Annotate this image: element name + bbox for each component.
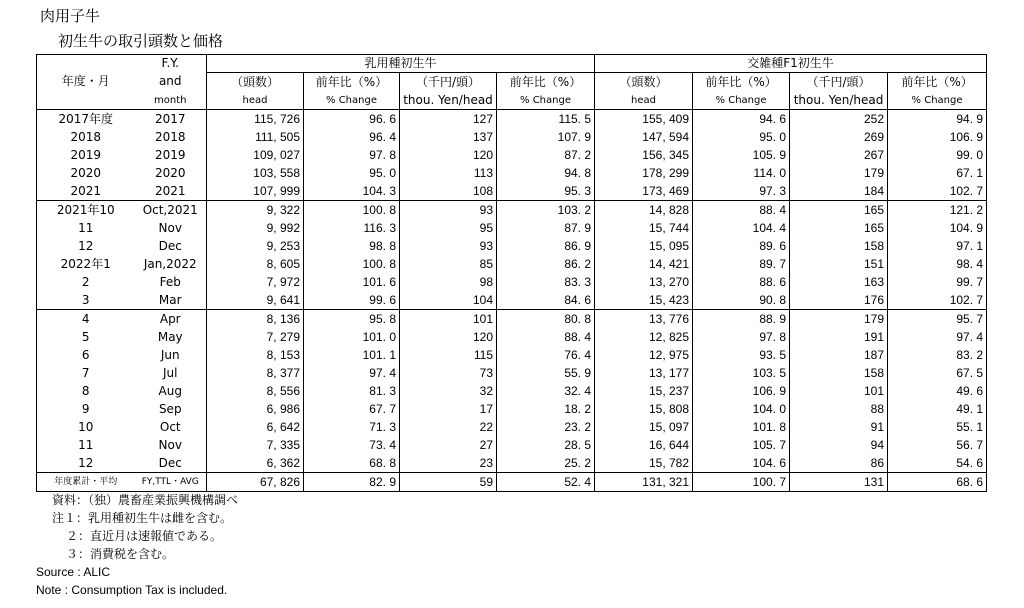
cell-f1-head-pct: 104. 6	[693, 454, 790, 473]
cell-dairy-price-pct: 115. 5	[497, 110, 595, 129]
cell-f1-price: 86	[790, 454, 888, 473]
header-fy: F.Y.	[161, 56, 179, 71]
cell-f1-price: 191	[790, 328, 888, 346]
cell-f1-price-pct: 121. 2	[888, 201, 987, 220]
cell-dairy-head: 6, 642	[207, 418, 304, 436]
cell-f1-price: 252	[790, 110, 888, 129]
cell-dairy-head: 9, 322	[207, 201, 304, 220]
table-row	[37, 128, 987, 146]
cell-dairy-head-pct: 96. 4	[304, 128, 400, 146]
cell-dairy-head-pct: 97. 8	[304, 146, 400, 164]
cell-dairy-price: 137	[400, 128, 497, 146]
table-subtitle: 初生牛の取引頭数と価格	[58, 32, 224, 50]
cell-dairy-head-pct: 67. 7	[304, 400, 400, 418]
note-1: 注１：乳用種初生牛は雌を含む。	[52, 511, 233, 525]
cell-dairy-head: 7, 335	[207, 436, 304, 454]
cell-f1-price: 131	[790, 473, 888, 492]
cell-month: Apr	[135, 310, 207, 329]
cell-f1-price-pct: 106. 9	[888, 128, 987, 146]
cell-month: Jul	[163, 365, 178, 380]
cell-month: Oct	[159, 419, 181, 434]
cell-dairy-head-pct: 100. 8	[304, 255, 400, 273]
cell-year-month: 12	[78, 238, 94, 253]
cell-f1-head: 15, 095	[595, 237, 693, 255]
cell-f1-head-pct: 97. 3	[693, 182, 790, 201]
cell-dairy-head-pct: 100. 8	[304, 201, 400, 220]
cell-dairy-head: 9, 992	[207, 219, 304, 237]
table-body	[37, 110, 987, 492]
note-3: ３：消費税を含む。	[66, 547, 175, 561]
cell-dairy-head-pct: 116. 3	[304, 219, 400, 237]
cell-dairy-head-pct: 95. 0	[304, 164, 400, 182]
cell-dairy-price-pct: 84. 6	[497, 291, 595, 310]
cell-f1-price-pct: 102. 7	[888, 291, 987, 310]
cell-f1-head: 15, 423	[595, 291, 693, 310]
cell-month: Mar	[158, 292, 182, 307]
cell-f1-price-pct: 55. 1	[888, 418, 987, 436]
cell-f1-head: 147, 594	[595, 128, 693, 146]
cell-f1-head-pct: 88. 6	[693, 273, 790, 291]
table-row	[37, 273, 987, 291]
cell-year-month: 3	[81, 292, 90, 307]
cell-f1-head-pct: 89. 6	[693, 237, 790, 255]
cell-dairy-head-pct: 97. 4	[304, 364, 400, 382]
cell-dairy-price-pct: 80. 8	[497, 310, 595, 329]
cell-dairy-price: 93	[400, 237, 497, 255]
cell-f1-head: 16, 644	[595, 436, 693, 454]
header-and: and	[158, 74, 182, 89]
cell-dairy-head: 115, 726	[207, 110, 304, 129]
cell-year-month: 2	[81, 274, 90, 289]
cell-dairy-price-pct: 94. 8	[497, 164, 595, 182]
note-source-en: Source : ALIC	[36, 565, 111, 579]
cell-dairy-price: 27	[400, 436, 497, 454]
table-row	[37, 346, 987, 364]
header-f1-pct-en: % Change	[693, 91, 790, 110]
cell-dairy-price: 104	[400, 291, 497, 310]
cell-f1-price: 88	[790, 400, 888, 418]
cell-f1-head-pct: 114. 0	[693, 164, 790, 182]
cell-dairy-head: 7, 972	[207, 273, 304, 291]
cell-dairy-head: 8, 136	[207, 310, 304, 329]
cell-month: Dec	[158, 238, 182, 253]
cell-f1-head-pct: 89. 7	[693, 255, 790, 273]
cell-f1-price-pct: 97. 4	[888, 328, 987, 346]
cell-f1-price-pct: 104. 9	[888, 219, 987, 237]
cell-f1-price: 158	[790, 364, 888, 382]
cell-dairy-head-pct: 95. 8	[304, 310, 400, 329]
cell-dairy-price-pct: 83. 3	[497, 273, 595, 291]
cell-dairy-head: 109, 027	[207, 146, 304, 164]
cell-year-month: 7	[81, 365, 90, 380]
cell-dairy-price-pct: 103. 2	[497, 201, 595, 220]
table-row	[37, 182, 987, 201]
cell-dairy-price: 120	[400, 328, 497, 346]
cell-f1-price: 91	[790, 418, 888, 436]
cell-f1-price: 101	[790, 382, 888, 400]
cell-dairy-price-pct: 23. 2	[497, 418, 595, 436]
cell-f1-head-pct: 88. 9	[693, 310, 790, 329]
cell-f1-head: 173, 469	[595, 182, 693, 201]
header-dairy-pct-jp: 前年比（%）	[304, 73, 400, 92]
cell-dairy-head-pct: 96. 6	[304, 110, 400, 129]
cell-year-month: 8	[81, 383, 90, 398]
cell-year-month: 9	[81, 401, 90, 416]
header-dairy-pct2-jp: 前年比（%）	[497, 73, 595, 92]
cell-year-month: 2021年10	[37, 201, 135, 220]
cell-dairy-head: 107, 999	[207, 182, 304, 201]
table-row	[37, 291, 987, 310]
cell-f1-head: 155, 409	[595, 110, 693, 129]
cell-f1-head: 13, 776	[595, 310, 693, 329]
cell-dairy-head: 103, 558	[207, 164, 304, 182]
cell-f1-head-pct: 105. 9	[693, 146, 790, 164]
cell-f1-price-pct: 56. 7	[888, 436, 987, 454]
cell-dairy-price-pct: 32. 4	[497, 382, 595, 400]
cell-f1-price: 269	[790, 128, 888, 146]
table-row	[37, 436, 987, 454]
header-f1-pct2-jp: 前年比（%）	[888, 73, 987, 92]
cell-f1-head-pct: 101. 8	[693, 418, 790, 436]
cell-f1-head: 12, 825	[595, 328, 693, 346]
cell-year-month: 5	[81, 329, 90, 344]
cell-f1-head: 156, 345	[595, 146, 693, 164]
cell-dairy-price: 85	[400, 255, 497, 273]
cell-dairy-head: 111, 505	[207, 128, 304, 146]
cell-f1-price-pct: 68. 6	[888, 473, 987, 492]
table-row	[37, 400, 987, 418]
cell-month: Jan,2022	[143, 256, 197, 271]
cell-dairy-head: 8, 556	[207, 382, 304, 400]
cell-year-month: 2017年度	[58, 111, 114, 126]
cell-f1-price-pct: 67. 1	[888, 164, 987, 182]
cell-dairy-head-pct: 73. 4	[304, 436, 400, 454]
cell-f1-head-pct: 88. 4	[693, 201, 790, 220]
cell-month: 2018	[154, 129, 186, 144]
total-row	[37, 473, 987, 492]
cell-f1-price: 179	[790, 310, 888, 329]
cell-dairy-price: 101	[400, 310, 497, 329]
header-f1-pct-jp: 前年比（%）	[693, 73, 790, 92]
cell-f1-price-pct: 94. 9	[888, 110, 987, 129]
cell-dairy-head: 67, 826	[207, 473, 304, 492]
cell-dairy-price-pct: 86. 9	[497, 237, 595, 255]
header-year-month: 年度・月	[61, 74, 110, 89]
cell-f1-price-pct: 49. 1	[888, 400, 987, 418]
table-row	[37, 237, 987, 255]
cell-dairy-price-pct: 86. 2	[497, 255, 595, 273]
cell-f1-head-pct: 105. 7	[693, 436, 790, 454]
cell-month: Nov	[158, 437, 182, 452]
cell-dairy-price: 120	[400, 146, 497, 164]
cell-dairy-head: 6, 986	[207, 400, 304, 418]
cell-dairy-price-pct: 87. 9	[497, 219, 595, 237]
cell-year-month: 4	[37, 310, 135, 329]
cell-dairy-head-pct: 98. 8	[304, 237, 400, 255]
cell-dairy-head-pct: 101. 6	[304, 273, 400, 291]
cell-dairy-head-pct: 104. 3	[304, 182, 400, 201]
cell-f1-head: 14, 421	[595, 255, 693, 273]
cell-f1-head-pct: 95. 0	[693, 128, 790, 146]
cell-f1-price: 158	[790, 237, 888, 255]
cell-dairy-head: 8, 605	[207, 255, 304, 273]
table-row	[37, 418, 987, 436]
cell-dairy-head-pct: 81. 3	[304, 382, 400, 400]
cell-dairy-head-pct: 68. 8	[304, 454, 400, 473]
cell-f1-head: 12, 975	[595, 346, 693, 364]
cell-f1-head: 14, 828	[595, 201, 693, 220]
header-month: month	[135, 91, 207, 110]
header-dairy-head-jp: （頭数）	[207, 73, 304, 92]
cell-f1-price-pct: 83. 2	[888, 346, 987, 364]
cell-f1-head: 15, 782	[595, 454, 693, 473]
cell-year-month: 12	[78, 455, 94, 470]
header-empty-3	[37, 91, 135, 110]
cell-dairy-head: 8, 153	[207, 346, 304, 364]
cell-dairy-head: 9, 641	[207, 291, 304, 310]
cell-f1-price: 165	[790, 219, 888, 237]
cell-year-month: 2020	[70, 165, 102, 180]
table-row	[37, 255, 987, 273]
cell-f1-head: 15, 808	[595, 400, 693, 418]
cell-dairy-price: 115	[400, 346, 497, 364]
cell-dairy-price: 108	[400, 182, 497, 201]
cell-dairy-price-pct: 88. 4	[497, 328, 595, 346]
cell-f1-head-pct: 103. 5	[693, 364, 790, 382]
cell-year-month: 11	[78, 220, 94, 235]
cell-f1-head-pct: 97. 8	[693, 328, 790, 346]
cell-dairy-price: 93	[400, 201, 497, 220]
cell-dairy-head-pct: 99. 6	[304, 291, 400, 310]
cell-f1-price: 94	[790, 436, 888, 454]
cell-dairy-price: 98	[400, 273, 497, 291]
header-dairy-price-jp: （千円/頭）	[400, 73, 497, 92]
cell-f1-head-pct: 104. 4	[693, 219, 790, 237]
note-2: ２：直近月は速報値である。	[66, 529, 223, 543]
cell-month: 2019	[154, 147, 186, 162]
cell-dairy-price: 95	[400, 219, 497, 237]
cell-f1-price: 184	[790, 182, 888, 201]
cell-dairy-price-pct: 28. 5	[497, 436, 595, 454]
cell-dairy-price-pct: 87. 2	[497, 146, 595, 164]
table-row	[37, 201, 987, 220]
table-row	[37, 219, 987, 237]
cell-f1-price-pct: 54. 6	[888, 454, 987, 473]
cell-f1-price: 165	[790, 201, 888, 220]
cell-dairy-price: 73	[400, 364, 497, 382]
cell-f1-price-pct: 95. 7	[888, 310, 987, 329]
cell-f1-price: 187	[790, 346, 888, 364]
cell-dairy-price: 127	[400, 110, 497, 129]
cell-year-month: 年度累計・平均	[37, 473, 135, 492]
cell-dairy-price-pct: 95. 3	[497, 182, 595, 201]
cell-year-month: 2021	[70, 183, 102, 198]
table-title: 肉用子牛	[40, 7, 101, 25]
cell-dairy-price: 22	[400, 418, 497, 436]
cell-month: FY,TTL・AVG	[135, 473, 207, 492]
header-group-dairy: 乳用種初生牛	[207, 55, 595, 73]
cell-f1-head: 15, 097	[595, 418, 693, 436]
cell-month: 2021	[154, 183, 186, 198]
cell-dairy-price: 59	[400, 473, 497, 492]
header-empty	[37, 55, 135, 73]
cell-dairy-price-pct: 55. 9	[497, 364, 595, 382]
table-row	[37, 110, 987, 129]
cell-f1-price: 151	[790, 255, 888, 273]
cell-month: 2020	[154, 165, 186, 180]
cell-f1-head: 178, 299	[595, 164, 693, 182]
cell-month: Feb	[159, 274, 181, 289]
cell-dairy-price-pct: 18. 2	[497, 400, 595, 418]
cell-dairy-price-pct: 25. 2	[497, 454, 595, 473]
cell-f1-head: 131, 321	[595, 473, 693, 492]
header-f1-head-jp: （頭数）	[595, 73, 693, 92]
cell-f1-head: 15, 744	[595, 219, 693, 237]
table-row	[37, 328, 987, 346]
cell-dairy-head: 9, 253	[207, 237, 304, 255]
header-dairy-price-en: thou. Yen/head	[400, 91, 497, 110]
note-source-jp: 資料：（独）農畜産業振興機構調べ	[52, 493, 239, 507]
cell-f1-head: 13, 177	[595, 364, 693, 382]
cell-year-month: 11	[78, 437, 94, 452]
cell-dairy-price: 23	[400, 454, 497, 473]
header-f1-head-en: head	[595, 91, 693, 110]
cell-f1-price: 267	[790, 146, 888, 164]
table-row	[37, 146, 987, 164]
cell-dairy-head: 8, 377	[207, 364, 304, 382]
cell-f1-price-pct: 99. 7	[888, 273, 987, 291]
header-dairy-pct-en: % Change	[304, 91, 400, 110]
cell-dairy-price: 113	[400, 164, 497, 182]
cell-f1-price-pct: 98. 4	[888, 255, 987, 273]
cell-year-month: 2022年1	[60, 256, 111, 271]
cell-month: Dec	[158, 455, 182, 470]
notes	[36, 491, 636, 599]
table-row	[37, 454, 987, 473]
cell-month: Aug	[158, 383, 182, 398]
note-tax-en: Note : Consumption Tax is included.	[36, 583, 228, 597]
cell-f1-head-pct: 100. 7	[693, 473, 790, 492]
cell-dairy-head-pct: 101. 0	[304, 328, 400, 346]
table-row	[37, 310, 987, 329]
cell-dairy-price-pct: 76. 4	[497, 346, 595, 364]
header-f1-pct2-en: % Change	[888, 91, 987, 110]
cell-f1-price-pct: 49. 6	[888, 382, 987, 400]
cell-month: 2017	[154, 111, 186, 126]
cell-month: Oct,2021	[135, 201, 207, 220]
cell-f1-head: 15, 237	[595, 382, 693, 400]
cell-dairy-price: 32	[400, 382, 497, 400]
cell-dairy-head: 7, 279	[207, 328, 304, 346]
cell-dairy-head: 6, 362	[207, 454, 304, 473]
cell-f1-head-pct: 90. 8	[693, 291, 790, 310]
header-dairy-head-en: head	[207, 91, 304, 110]
cell-dairy-head-pct: 82. 9	[304, 473, 400, 492]
cell-f1-price-pct: 67. 5	[888, 364, 987, 382]
cell-f1-price-pct: 99. 0	[888, 146, 987, 164]
table-row	[37, 164, 987, 182]
cell-month: Nov	[158, 220, 182, 235]
header-f1-price-en: thou. Yen/head	[790, 91, 888, 110]
cell-f1-head-pct: 106. 9	[693, 382, 790, 400]
cell-year-month: 2018	[70, 129, 102, 144]
cell-f1-price: 179	[790, 164, 888, 182]
cell-f1-price: 176	[790, 291, 888, 310]
cell-dairy-head-pct: 101. 1	[304, 346, 400, 364]
cell-dairy-price-pct: 107. 9	[497, 128, 595, 146]
table-header	[37, 55, 987, 110]
cell-dairy-price-pct: 52. 4	[497, 473, 595, 492]
cell-month: Sep	[158, 401, 182, 416]
cell-f1-head-pct: 104. 0	[693, 400, 790, 418]
table-row	[37, 382, 987, 400]
cell-month: May	[157, 329, 183, 344]
table-row	[37, 364, 987, 382]
header-f1-price-jp: （千円/頭）	[790, 73, 888, 92]
header-dairy-pct2-en: % Change	[497, 91, 595, 110]
data-table	[36, 54, 987, 492]
cell-month: Jun	[160, 347, 180, 362]
cell-f1-head: 13, 270	[595, 273, 693, 291]
header-group-f1: 交雑種F1初生牛	[595, 55, 987, 73]
cell-f1-price-pct: 102. 7	[888, 182, 987, 201]
cell-f1-head-pct: 94. 6	[693, 110, 790, 129]
cell-f1-price: 163	[790, 273, 888, 291]
cell-dairy-head-pct: 71. 3	[304, 418, 400, 436]
cell-f1-price-pct: 97. 1	[888, 237, 987, 255]
cell-f1-head-pct: 93. 5	[693, 346, 790, 364]
cell-year-month: 2019	[70, 147, 102, 162]
cell-dairy-price: 17	[400, 400, 497, 418]
cell-year-month: 6	[81, 347, 90, 362]
cell-year-month: 10	[78, 419, 94, 434]
